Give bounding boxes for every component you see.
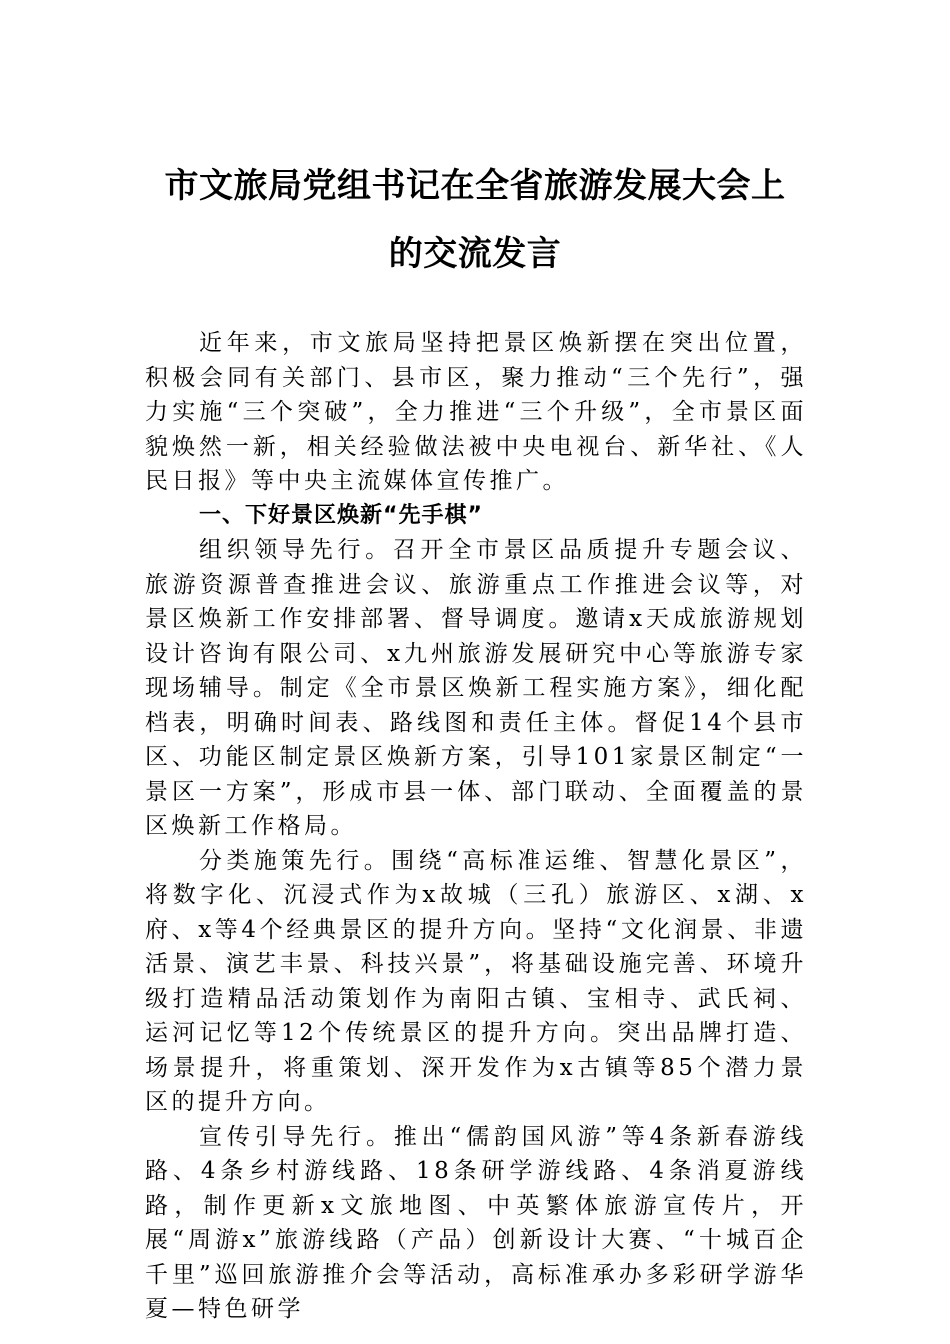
document-title (145, 152, 805, 288)
title-line-2: 的交流发言 (388, 234, 562, 274)
paragraph-classified-policies: 分类施策先行。围绕“高标准运维、智慧化景区”，将数字化、沉浸式作为x故城（三孔）旅游区、x湖、x府、x等4个经典景区的提升方向。坚持“文化润景、非遗活景、演艺丰景、科技兴景”，将基础设施完善、环境升级打造精品活动策划作为南阳古镇、宝相寺、武氏祠、运河记忆等12个传统景区的提升方向。突出品牌打造、场景提升，将重策划、深开发作为x古镇等85个潜力景区的提升方向。 (145, 847, 807, 1115)
document-body (145, 326, 807, 1327)
title-line-1: 市文旅局党组书记在全省旅游发展大会上 (164, 166, 786, 206)
paragraph-organization-leadership: 组织领导先行。召开全市景区品质提升专题会议、旅游资源普查推进会议、旅游重点工作推进会议等，对景区焕新工作安排部署、督导调度。邀请x天成旅游规划设计咨询有限公司、x九州旅游发展研究中心等旅游专家现场辅导。制定《全市景区焕新工程实施方案》，细化配档表，明确时间表、路线图和责任主体。督促14个县市区、功能区制定景区焕新方案，引导101家景区制定“一景区一方案”，形成市县一体、部门联动、全面覆盖的景区焕新工作格局。 (145, 537, 807, 839)
intro-paragraph: 近年来，市文旅局坚持把景区焕新摆在突出位置，积极会同有关部门、县市区，聚力推动“三个先行”，强力实施“三个突破”，全力推进“三个升级”，全市景区面貌焕然一新，相关经验做法被中央电视台、新华社、《人民日报》等中央主流媒体宣传推广。 (145, 330, 807, 494)
section-heading-1: 一、下好景区焕新“先手棋” (199, 502, 483, 528)
paragraph-publicity-guidance: 宣传引导先行。推出“儒韵国风游”等4条新春游线路、4条乡村游线路、18条研学游线路、4条消夏游线路，制作更新x文旅地图、中英繁体旅游宣传片，开展“周游x”旅游线路（产品）创新设计大赛、“十城百企千里”巡回旅游推介会等活动，高标准承办多彩研学游华夏—特色研学 (145, 1123, 807, 1322)
